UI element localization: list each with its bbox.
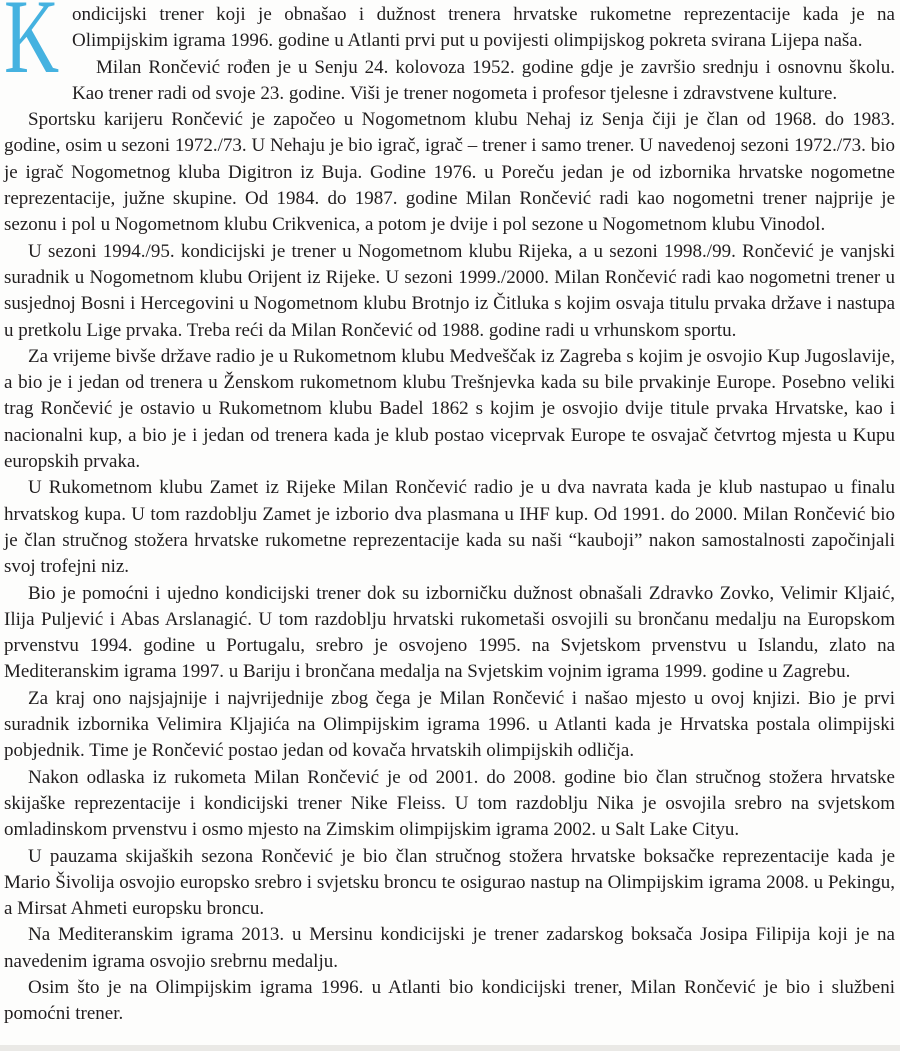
drop-cap [4, 0, 65, 95]
paragraph-12: Osim što je na Olimpijskim igrama 1996. u Atlanti bio kondicijski trener, Milan Rončević je bio i službeni pomoćni trener. [4, 976, 895, 1025]
paragraph-2: Milan Rončević rođen je u Senju 24. kolovoza 1952. godine gdje je završio srednju i osnovnu školu. Kao trener radi od svoje 23. godine. Viši je trener nogometa i profesor tjelesne i zdravstvene kulture. [72, 56, 895, 104]
drop-cap-letter: K [4, 0, 60, 95]
paragraph-10: U pauzama skijaških sezona Rončević je bio član stručnog stožera hrvatske boksačke reprezentacije kada je Mario Šivolija osvojio europsko srebro i svjetsku broncu te osigurao nastup na Olimpijskim igrama 2008. u Pekingu, a Mirsat Ahmeti europsku broncu. [4, 845, 895, 920]
page-bottom-scan-edge [0, 1045, 900, 1051]
paragraph-8: Za kraj ono najsjajnije i najvrijednije zbog čega je Milan Rončević i našao mjesto u ovoj knjizi. Bio je prvi suradnik izbornika Velimira Kljajića na Olimpijskim igrama 1996. u Atlanti kada je Hrvatska postala olimpijski pobjednik. Time je Rončević postao jedan od kovača hrvatskih olimpijskih odličja. [4, 687, 895, 762]
paragraph-1: ondicijski trener koji je obnašao i dužnost trenera hrvatske rukometne reprezentacije kada je na Olimpijskim igrama 1996. godine u Atlanti prvi put u povijesti olimpijskog pokreta svirana Lijepa naša. [72, 4, 895, 52]
paragraph-6: U Rukometnom klubu Zamet iz Rijeke Milan Rončević radio je u dva navrata kada je klub nastupao u finalu hrvatskog kupa. U tom razdoblju Zamet je izborio dva plasmana u IHF kup. Od 1991. do 2000. Milan Rončević bio je član stručnog stožera hrvatske rukometne reprezentacije kada su naši “kauboji” nakon samostalnosti započinjali svoj trofejni niz. [4, 477, 895, 578]
paragraph-7: Bio je pomoćni i ujedno kondicijski trener dok su izborničku dužnost obnašali Zdravko Zovko, Velimir Kljaić, Ilija Puljević i Abas Arslanagić. U tom razdoblju hrvatski rukometaši osvojili su brončanu medalju na Europskom prvenstvu 1994. godine u Portugalu, srebro je osvojeno 1995. na Svjetskom prvenstvu u Islandu, zlato na Mediteranskim igrama 1997. u Bariju i brončana medalja na Svjetskim vojnim igrama 1999. godine u Zagrebu. [4, 582, 895, 683]
paragraph-4: U sezoni 1994./95. kondicijski je trener u Nogometnom klubu Rijeka, a u sezoni 1998./99. Rončević je vanjski suradnik u Nogometnom klubu Orijent iz Rijeke. U sezoni 1999./2000. Milan Rončević radi kao nogometni trener u susjednoj Bosni i Hercegovini u Nogometnom klubu Brotnjo iz Čitluka s kojim osvaja titulu prvaka države i nastupa u pretkolu Lige prvaka. Treba reći da Milan Rončević od 1988. godine radi u vrhunskom sportu. [4, 240, 895, 341]
paragraph-9: Nakon odlaska iz rukometa Milan Rončević je od 2001. do 2008. godine bio član stručnog stožera hrvatske skijaške reprezentacije i kondicijski trener Nike Fleiss. U tom razdoblju Nika je osvojila srebro na svjetskom omladinskom prvenstvu i osmo mjesto na Zimskim olimpijskim igrama 2002. u Salt Lake Cityu. [4, 766, 895, 841]
paragraph-5: Za vrijeme bivše države radio je u Rukometnom klubu Medveščak iz Zagreba s kojim je osvojio Kup Jugoslavije, a bio je i jedan od trenera u Ženskom rukometnom klubu Trešnjevka kada su bile prvakinje Europe. Posebno veliki trag Rončević je ostavio u Rukometnom klubu Badel 1862 s kojim je osvojio dvije titule prvaka Hrvatske, kao i nacionalni kup, a bio je i jedan od trenera kada je klub postao viceprvak Europe te osvajač četvrtog mjesta u Kupu europskih prvaka. [4, 345, 895, 473]
paragraph-3: Sportsku karijeru Rončević je započeo u Nogometnom klubu Nehaj iz Senja čiji je član od 1968. do 1983. godine, osim u sezoni 1972./73. U Nehaju je bio igrač, igrač – trener i samo trener. U navedenoj sezoni 1972./73. bio je igrač Nogometnog kluba Digitron iz Buja. Godine 1976. u Poreču jedan je od izbornika hrvatske nogometne reprezentacije, južne skupine. Od 1984. do 1987. godine Milan Rončević radi kao nogometni trener najprije je sezonu i pol u Nogometnom klubu Crikvenica, a potom je dvije i pol sezone u Nogometnom klubu Vinodol. [4, 109, 895, 236]
paragraph-11: Na Mediteranskim igrama 2013. u Mersinu kondicijski je trener zadarskog boksača Josipa Filipija koji je na navedenim igrama osvojio srebrnu medalju. [4, 924, 895, 972]
